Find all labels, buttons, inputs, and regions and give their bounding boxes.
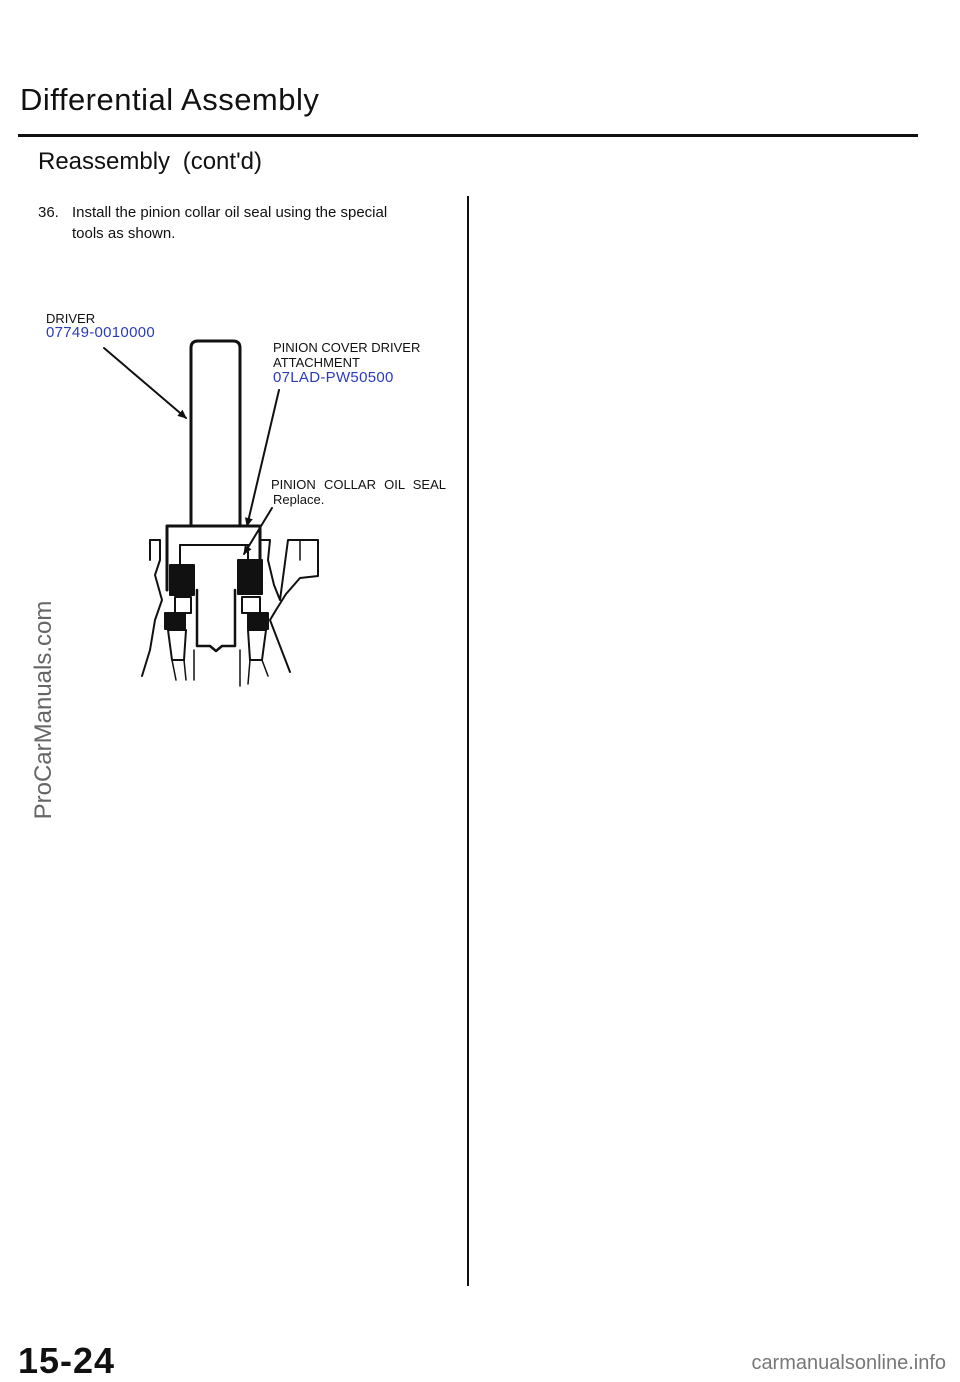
housing-left (142, 540, 162, 676)
attachment-part-number: 07LAD-PW50500 (273, 369, 394, 386)
step-text-line1: Install the pinion collar oil seal using the special (72, 204, 388, 221)
page-title: Differential Assembly (20, 82, 320, 117)
driver-label: DRIVER (46, 311, 96, 326)
driver-leader (104, 348, 186, 418)
attachment-label-line2: ATTACHMENT (273, 355, 360, 370)
step-number: 36. (38, 204, 59, 221)
seal-leader (244, 508, 272, 554)
oil-seal-left (165, 565, 194, 660)
page-number: 15-24 (18, 1340, 116, 1381)
seal-label: PINION COLLAR OIL SEAL (271, 477, 446, 492)
watermark (22, 560, 66, 860)
attachment-bore (197, 590, 235, 651)
driver-part-number: 07749-0010000 (46, 324, 156, 341)
footer-url[interactable]: carmanualsonline.info (751, 1352, 946, 1374)
section-title: Reassembly (cont'd) (38, 148, 262, 175)
step-text-line2: tools as shown. (72, 225, 176, 242)
housing-right (260, 540, 318, 672)
seal-note: Replace. (273, 492, 325, 507)
attachment-label-line1: PINION COVER DRIVER (273, 340, 421, 355)
driver-tool-shaft (191, 341, 240, 526)
oil-seal-right (238, 560, 268, 660)
watermark-text: ProCarManuals.com (30, 600, 57, 820)
